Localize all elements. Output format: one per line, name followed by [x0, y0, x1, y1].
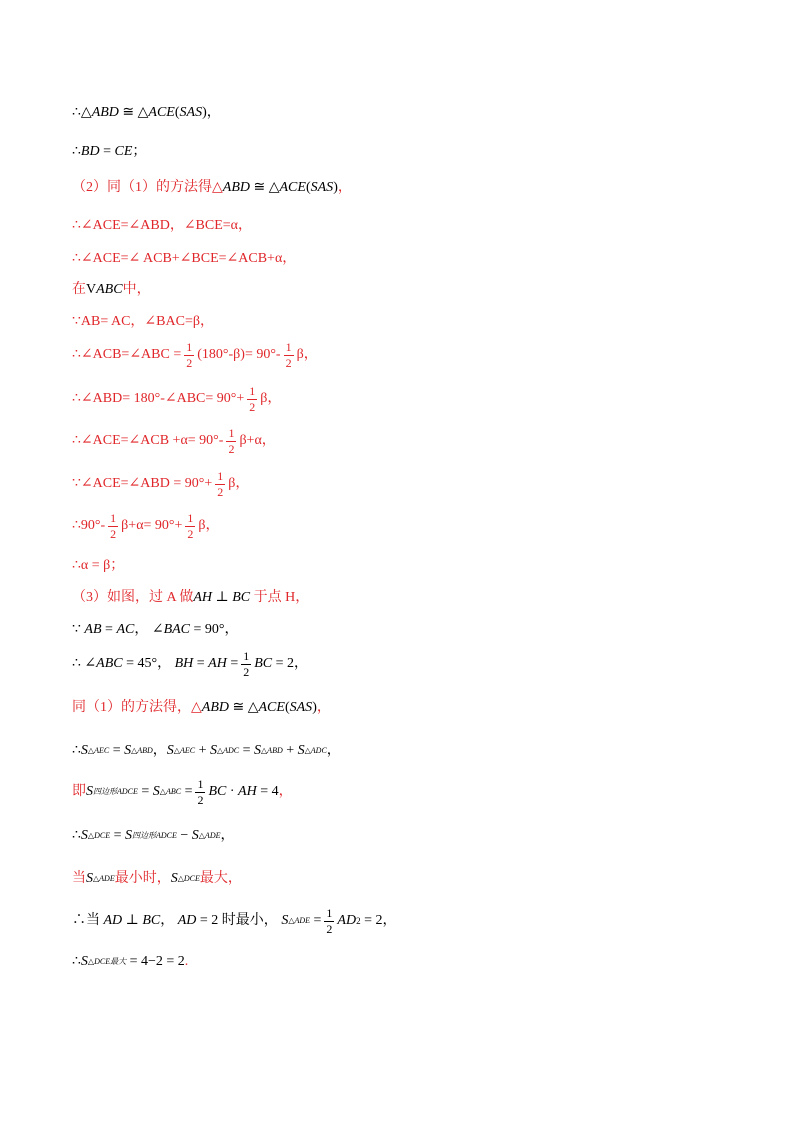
line-4: ∴∠ACE=∠ABD，∠BCE=α，	[72, 218, 253, 233]
line-1: ∴△ ABD ≅ △ ACE ( SAS )，	[72, 105, 221, 120]
line-8: ∴∠ACB=∠ABC = $\frac{1}{2}$ (180°-β)= 90°- $\frac{1}{2}$ β，	[72, 340, 318, 370]
line-7: ∵AB= AC，∠BAC=β，	[72, 314, 214, 329]
line-13: ∴α = β；	[72, 558, 125, 573]
line-19: 即 S 四边形ADCE = S △ABC = $\frac{1}{2}$ BC · AH = 4 ，	[72, 777, 293, 807]
line-17: 同（1）的方法得，△ ABD ≅ △ ACE ( SAS ) ，	[72, 700, 331, 715]
line-20: ∴ S △DCE = S 四边形ADCE − S △ADE ，	[72, 828, 235, 843]
line-16: ∴ ∠ ABC = 45°， BH = AH = $\frac{1}{2}$ BC = 2，	[72, 649, 309, 679]
line-10: ∴∠ACE=∠ACB +α= 90°- $\frac{1}{2}$ β+α，	[72, 426, 276, 456]
line-22: ∴当 AD ⊥ BC ， AD = 2 时最小， S △ADE = $\frac{1}{2}$ AD 2 = 2，	[72, 906, 397, 936]
line-5: ∴∠ACE=∠ ACB+∠BCE=∠ACB+α，	[72, 251, 297, 266]
line-2: ∴ BD = CE ；	[72, 144, 147, 159]
line-12: ∴90°- $\frac{1}{2}$ β+α= 90°+ $\frac{1}{2}$ β，	[72, 511, 220, 541]
line-15: ∵ AB = AC ， ∠ BAC = 90°，	[72, 622, 239, 637]
line-21: 当 S △ADE 最小时， S △DCE 最大，	[72, 871, 242, 886]
line-23: ∴ S △DCE最大 = 4−2 = 2 .	[72, 954, 189, 969]
line-14: （3）如图，过 A 做 AH ⊥ BC 于点 H，	[72, 590, 310, 605]
line-6: 在 V ABC 中，	[72, 282, 151, 297]
line-3: （2）同（1）的方法得△ ABD ≅ △ ACE ( SAS ) ，	[72, 180, 352, 195]
line-9: ∴∠ABD= 180°-∠ABC= 90°+ $\frac{1}{2}$ β，	[72, 384, 282, 414]
line-18: ∴ S △AEC = S △ABD ， S △AEC + S △ADC = S △ABD + S △ADC ，	[72, 743, 341, 758]
line-11: ∵∠ACE=∠ABD = 90°+ $\frac{1}{2}$ β，	[72, 469, 250, 499]
